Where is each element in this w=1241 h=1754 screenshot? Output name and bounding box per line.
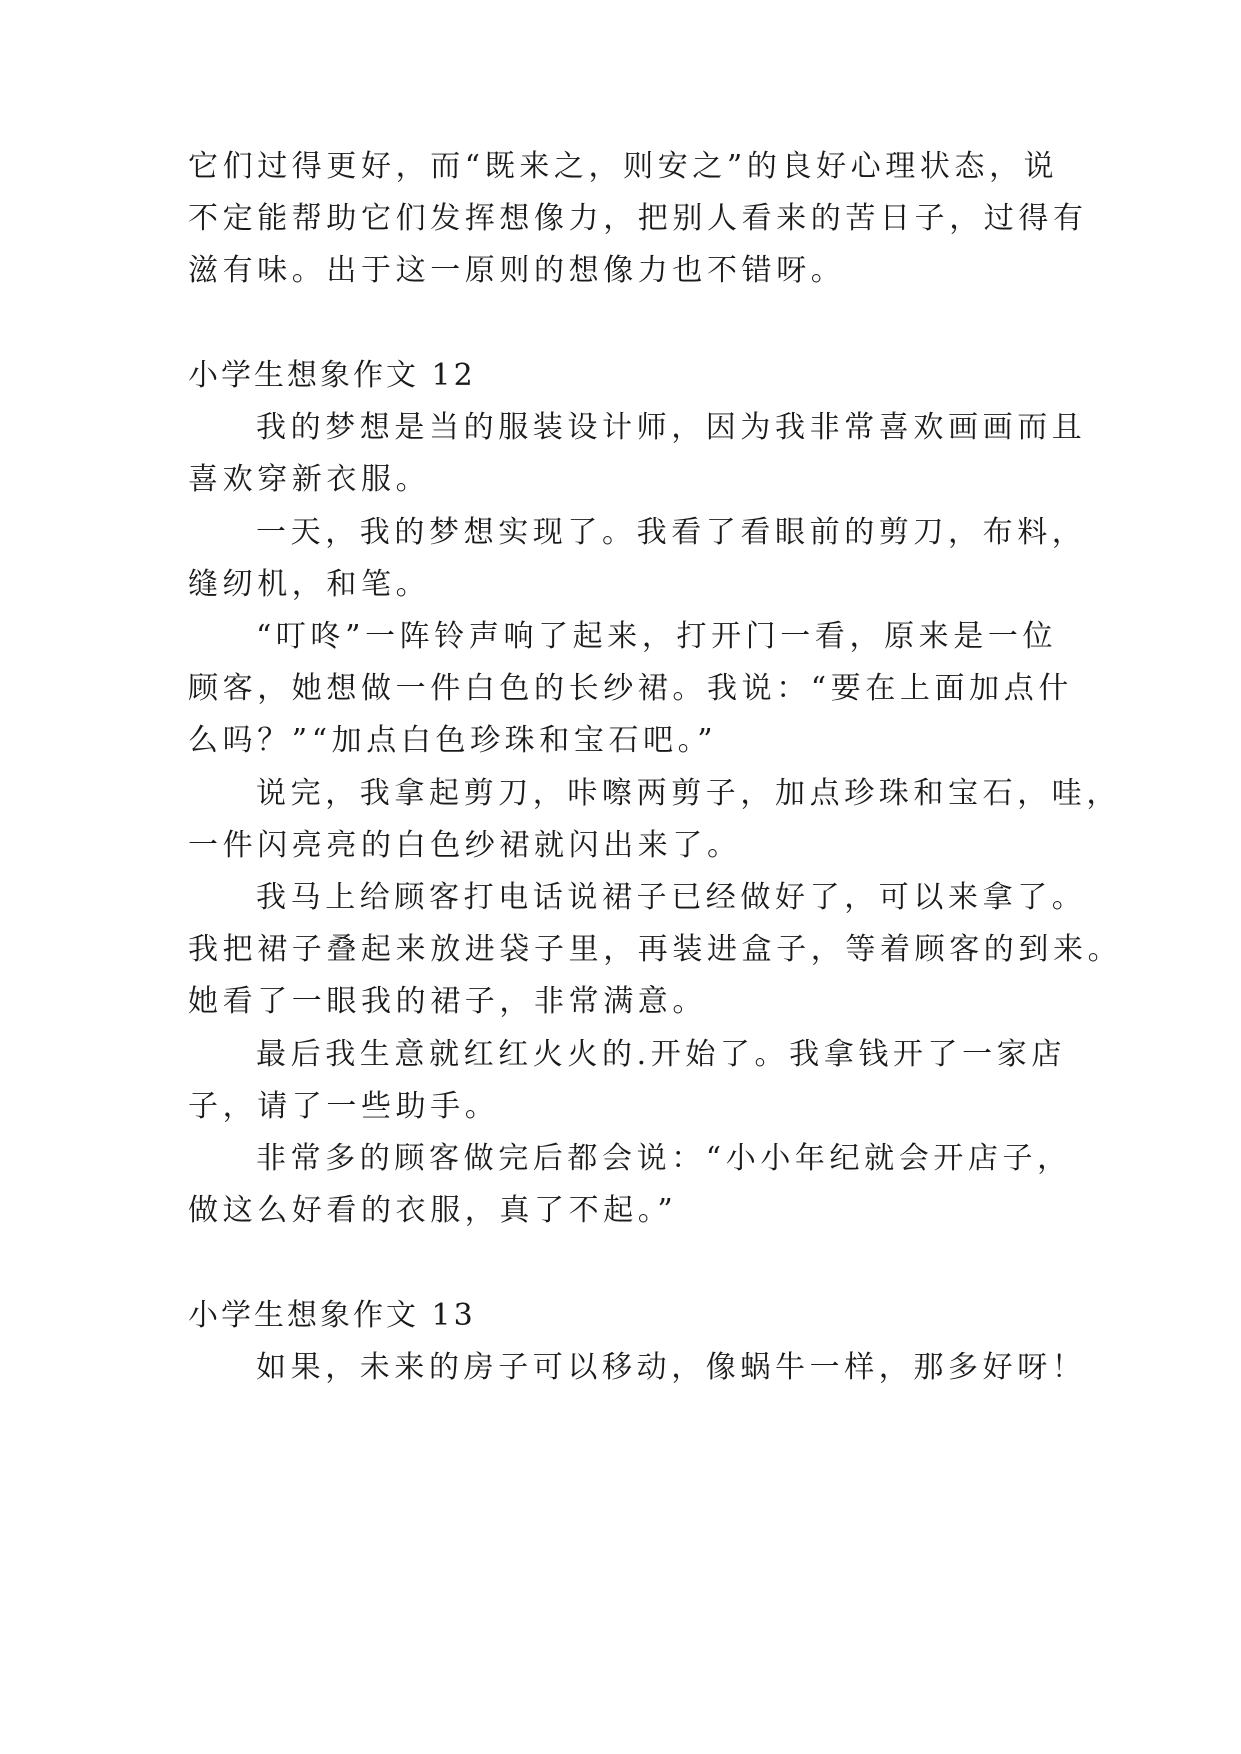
essay-12-p4-line-2: 一件闪亮亮的白色纱裙就闪出来了。: [188, 828, 742, 863]
essay-12-p2-line-2: 缝纫机，和笔。: [188, 567, 431, 602]
essay-12-p7-line-1: 非常多的顾客做完后都会说：“小小年纪就会开店子，: [256, 1141, 1072, 1176]
essay-12-heading: 小学生想象作文 12: [188, 358, 476, 393]
essay-13-heading: 小学生想象作文 13: [188, 1298, 476, 1333]
essay-13-p1-line-1: 如果，未来的房子可以移动，像蜗牛一样，那多好呀！: [256, 1350, 1087, 1385]
intro-line-2: 不定能帮助它们发挥想像力，把别人看来的苦日子，过得有: [188, 201, 1088, 236]
essay-12-p3-line-2: 顾客，她想做一件白色的长纱裙。我说：“要在上面加点什: [188, 671, 1073, 706]
essay-12-p6-line-1: 最后我生意就红红火火的.开始了。我拿钱开了一家店: [256, 1037, 1066, 1072]
essay-12-p5-line-1: 我马上给顾客打电话说裙子已经做好了，可以来拿了。: [256, 880, 1087, 915]
essay-12-p7-line-2: 做这么好看的衣服，真了不起。”: [188, 1193, 678, 1228]
essay-12-p1-line-1: 我的梦想是当的服装设计师，因为我非常喜欢画画而且: [256, 410, 1087, 445]
essay-12-p4-line-1: 说完，我拿起剪刀，咔嚓两剪子，加点珍珠和宝石，哇，: [256, 776, 1121, 811]
essay-12-p5-line-2: 我把裙子叠起来放进袋子里，再装进盒子，等着顾客的到来。: [188, 932, 1123, 967]
essay-12-p3-line-1: “叮咚”一阵铃声响了起来，打开门一看，原来是一位: [256, 619, 1058, 654]
essay-12-p3-line-3: 么吗？”“加点白色珍珠和宝石吧。”: [188, 723, 718, 758]
essay-12-p1-line-2: 喜欢穿新衣服。: [188, 462, 431, 497]
intro-line-1: 它们过得更好，而“既来之，则安之”的良好心理状态，说: [188, 149, 1059, 184]
essay-12-p6-line-2: 子，请了一些助手。: [188, 1089, 500, 1124]
essay-12-p5-line-3: 她看了一眼我的裙子，非常满意。: [188, 984, 707, 1019]
intro-line-3: 滋有味。出于这一原则的想像力也不错呀。: [188, 253, 846, 288]
essay-12-p2-line-1: 一天，我的梦想实现了。我看了看眼前的剪刀，布料，: [256, 515, 1087, 550]
